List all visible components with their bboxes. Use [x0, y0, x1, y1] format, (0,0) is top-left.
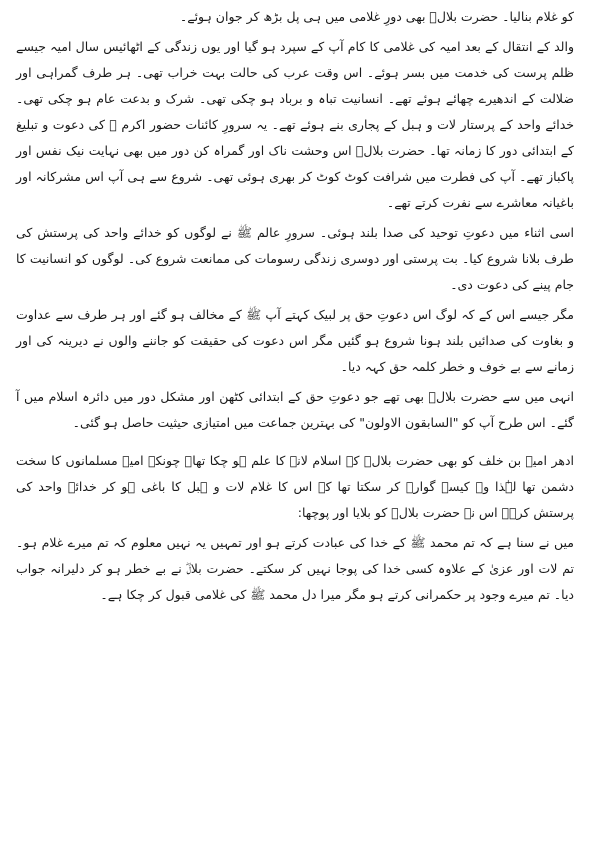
paragraph-4: مگر جیسے اس کے کہ لوگ اس دعوتِ حق پر لبیک کہتے آپ ﷺ کے مخالف ہو گئے اور ہر طرف سے عداوت و بغاوت کی صدائیں بلند ہونا شروع ہو گئیں مگر اس دعوت کی حقیقت کو جاننے والوں نے دیرینہ کی اور زمانے سے بے خوف و خطر کلمہ حق کہہ دیا۔	[16, 307, 574, 374]
paragraph-2: والد کے انتقال کے بعد امیہ کی غلامی کا کام آپ کے سپرد ہو گیا اور یوں زندگی کے اٹھائیس سال امیہ جیسے ظلم پرست کی خدمت میں بسر ہوئے۔ اس وقت عرب کی حالت بہت خراب تھی۔ ہر طرف گمراہی اور ضلالت کے اندھیرے چھائے ہوئے تھے۔ انسانیت تباہ و برباد ہو چکی تھی۔ شرک و بدعت عام ہو چکی تھی۔ خدائے واحد کے پرستار لات و ہبل کے پجاری بنے ہوئے تھے۔ یہ سرورِ کائنات حضور اکرم ﷺ کی دعوت و تبلیغ کے ابتدائی دور کا زمانہ تھا۔ حضرت بلالؓ اس وحشت ناک اور گمراہ کن دور میں بھی نہایت نیک نفس اور پاکباز تھے۔ آپ کی فطرت میں شرافت کوٹ کوٹ کر بھری ہوئی تھی۔ شروع سے ہی آپ اس مشرکانہ اور باغیانہ معاشرے سے نفرت کرتے تھے۔	[16, 39, 574, 210]
paragraph-3: اسی اثناء میں دعوتِ توحید کی صدا بلند ہوئی۔ سرورِ عالم ﷺ نے لوگوں کو خدائے واحد کی پرستش کی طرف بلانا شروع کیا۔ بت پرستی اور دوسری زندگی رسومات کی ممانعت شروع کی۔ لوگوں کو انسانیت کا جام پینے کی دعوت دی۔	[16, 225, 574, 292]
paragraph-1: کو غلام بنالیا۔ حضرت بلالؓ بھی دورِ غلامی میں ہی پل بڑھ کر جوان ہوئے۔	[179, 9, 574, 24]
paragraph-6: ادھر امیہ بن خلف کو بھی حضرت بلالؓ کے اسلام لانے کا علم ہو چکا تھا۔ چونکہ امیہ مسلمانوں کا سخت دشمن تھا لہٰذا وہ کیسے گوارہ کر سکتا تھا کہ اس کا غلام لات و ہبل کا باغی ہو کر خدائے واحد کی پرستش کرے۔ اس نے حضرت بلالؓ کو بلایا اور پوچھا:	[16, 453, 574, 520]
paragraph-7: میں نے سنا ہے کہ تم محمد ﷺ کے خدا کی عبادت کرتے ہو اور تمہیں یہ نہیں معلوم کہ تم میرے غلام ہو۔ تم لات اور عزیٰ کے علاوہ کسی خدا کی پوجا نہیں کر سکتے۔ حضرت بلالؓ نے بے خطر ہو کر دلیرانہ جواب دیا۔ تم میرے وجود پر حکمرانی کرتے ہو مگر میرا دل محمد ﷺ کی غلامی قبول کر چکا ہے۔	[16, 535, 574, 602]
paragraph-5: انہی میں سے حضرت بلالؓ بھی تھے جو دعوتِ حق کے ابتدائی کٹھن اور مشکل دور میں دائرہ اسلام میں آ گئے۔ اس طرح آپ کو "السابقون الاولون" کی بہترین جماعت میں امتیازی حیثیت حاصل ہو گئی۔	[16, 389, 574, 430]
